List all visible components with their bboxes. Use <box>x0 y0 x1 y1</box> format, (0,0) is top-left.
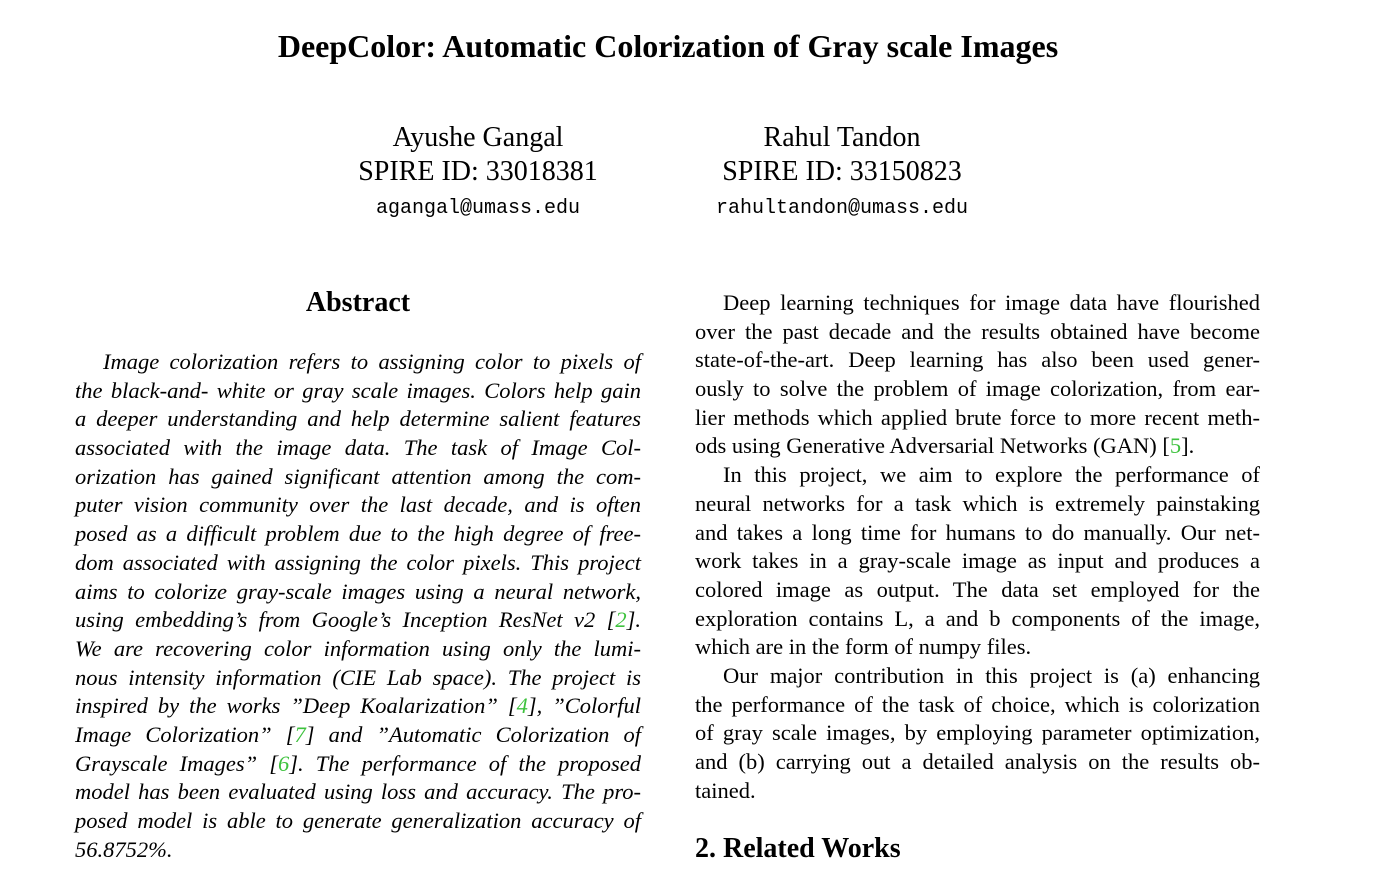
author-email[interactable]: agangal@umass.edu <box>375 197 581 220</box>
abstract-text <box>75 348 641 864</box>
body-line: exploration contains L, a and b components of the image, <box>695 605 1260 631</box>
author-name: Rahul Tandon <box>763 122 921 153</box>
citation-link[interactable]: 5 <box>1169 433 1182 459</box>
abstract-line-text: ] and ”Automatic Colorization of <box>305 721 642 747</box>
abstract-line <box>75 606 641 635</box>
body-line: of gray scale images, by employing parameter optimization, <box>695 720 1260 746</box>
body-line: ously to solve the problem of image colorization, from ear- <box>695 376 1260 402</box>
abstract-line: We are recovering color information using only the lumi- <box>75 635 641 661</box>
author-block <box>340 121 616 221</box>
body-line: over the past decade and the results obtained have become <box>695 318 1260 344</box>
author-name: Ayushe Gangal <box>392 122 564 153</box>
body-line: and (b) carrying out a detailed analysis on the results ob- <box>695 749 1260 774</box>
author-spire-id: SPIRE ID: 33150823 <box>722 156 962 187</box>
abstract-line-text: inspired by the works ”Deep Koalarization” [ <box>75 693 517 719</box>
abstract-line: aims to colorize gray-scale images using a neural network, <box>75 578 641 604</box>
body-line: In this project, we aim to explore the performance of <box>723 462 1260 488</box>
body-line: state-of-the-art. Deep learning has also been used gener- <box>695 347 1260 373</box>
abstract-line <box>75 750 641 779</box>
body-line: the performance of the task of choice, which is colorization <box>695 691 1260 717</box>
author-spire-id: SPIRE ID: 33018381 <box>358 156 598 187</box>
body-line: Deep learning techniques for image data have flourished <box>723 290 1260 315</box>
citation-link[interactable]: 6 <box>278 750 290 776</box>
body-line-text: ods using Generative Adversarial Networks (GAN) [ <box>695 433 1170 459</box>
abstract-line: puter vision community over the last decade, and is often <box>75 492 641 518</box>
body-line-text: ]. <box>1181 433 1195 459</box>
body-line: work takes in a gray-scale image as input and produces a <box>695 548 1260 574</box>
abstract-line: dom associated with assigning the color pixels. This project <box>75 549 641 575</box>
abstract-line: the black-and- white or gray scale images. Colors help gain <box>75 377 641 403</box>
body-line: colored image as output. The data set employed for the <box>695 576 1260 602</box>
abstract-line: 56.8752%. <box>75 836 173 862</box>
author-block <box>702 121 982 221</box>
body-line: neural networks for a task which is extremely painstaking <box>695 490 1260 516</box>
abstract-heading: Abstract <box>305 287 411 318</box>
abstract-line-text: Grayscale Images” [ <box>75 750 279 776</box>
abstract-line <box>75 721 641 750</box>
body-line: which are in the form of numpy files. <box>695 634 1032 660</box>
author-email[interactable]: rahultandon@umass.edu <box>715 197 969 220</box>
abstract-line: Image colorization refers to assigning color to pixels of <box>103 349 641 374</box>
introduction-text <box>695 289 1260 805</box>
abstract-line-text: ]. The performance of the proposed <box>289 750 641 776</box>
section-heading-related-works: 2. Related Works <box>695 833 901 864</box>
abstract-line-text: ], ”Colorful <box>527 693 641 719</box>
abstract-line: posed model is able to generate generalization accuracy of <box>75 808 641 833</box>
abstract-line-text: Image Colorization” [ <box>75 721 295 747</box>
paper-title: DeepColor: Automatic Colorization of Gray scale Images <box>277 28 1059 64</box>
abstract-line: associated with the image data. The task of Image Col- <box>75 435 641 461</box>
body-line: lier methods which applied brute force to more recent meth- <box>695 404 1260 430</box>
abstract-line: model has been evaluated using loss and accuracy. The pro- <box>75 779 641 805</box>
abstract-line-text: ]. <box>626 607 641 633</box>
body-line <box>695 432 1260 461</box>
abstract-line-text: using embedding’s from Google’s Inception ResNet v2 [ <box>75 607 616 633</box>
citation-link[interactable]: 7 <box>294 721 306 747</box>
body-line: Our major contribution in this project is (a) enhancing <box>723 662 1260 688</box>
abstract-line: orization has gained significant attention among the com- <box>75 463 641 489</box>
citation-link[interactable]: 4 <box>516 693 528 719</box>
abstract-line <box>75 692 641 721</box>
abstract-line: a deeper understanding and help determine salient features <box>75 406 641 432</box>
abstract-line: nous intensity information (CIE Lab space). The project is <box>75 664 641 690</box>
body-line: tained. <box>695 777 756 803</box>
citation-link[interactable]: 2 <box>615 607 627 633</box>
abstract-line: posed as a difficult problem due to the high degree of free- <box>75 521 641 547</box>
body-line: and takes a long time for humans to do manually. Our net- <box>695 519 1260 545</box>
